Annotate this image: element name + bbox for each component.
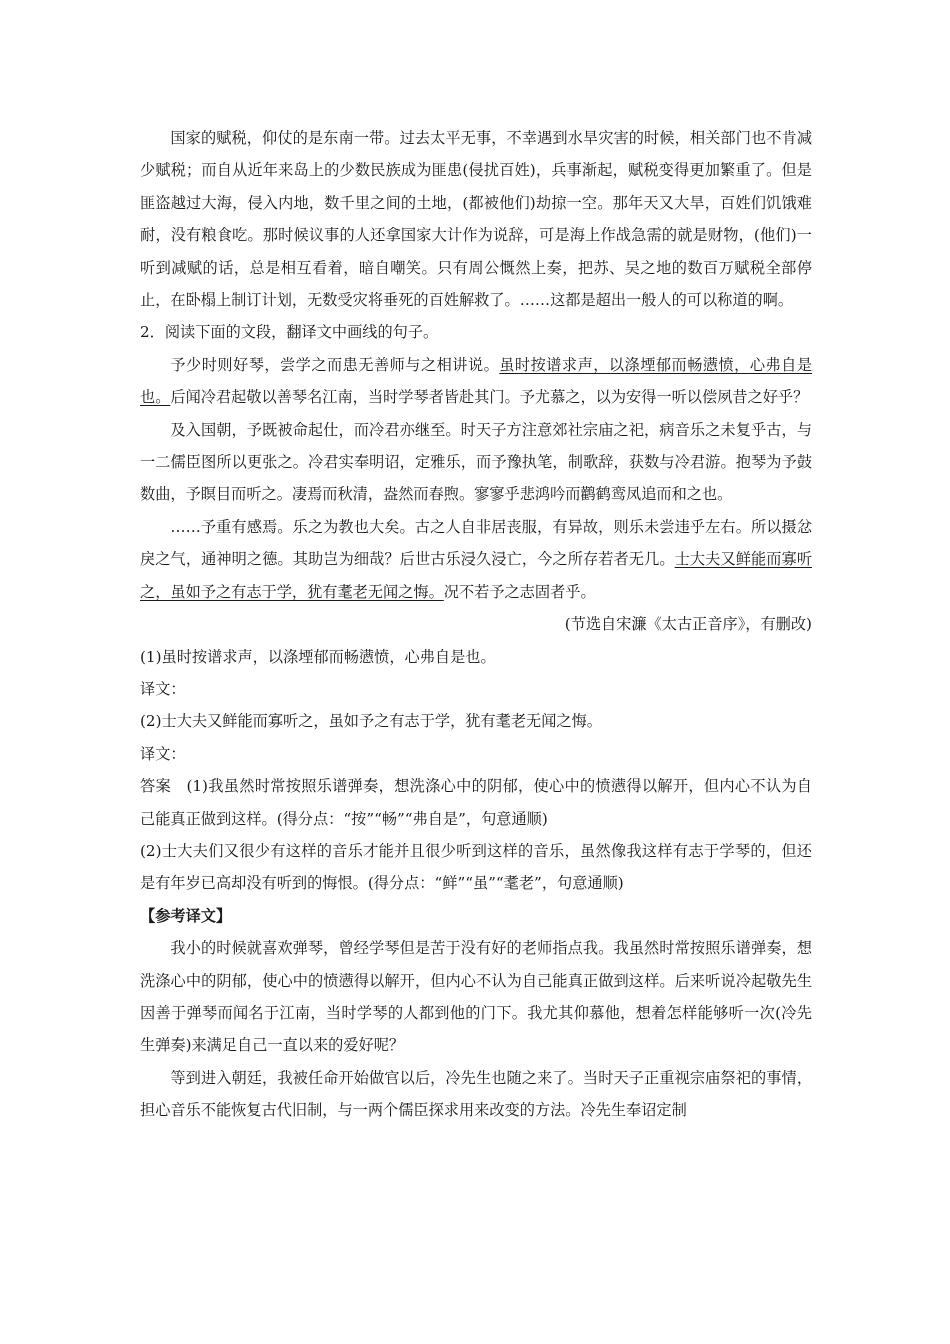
reference-paragraph-1: 我小的时候就喜欢弹琴，曾经学琴但是苦于没有好的老师指点我。我虽然时常按照乐谱弹奏，想洗涤心中的阴郁，使心中的愤懑得以解开，但内心不认为自己能真正做到这样。后来听说冷起敬先生因善于弹琴而闻名于江南，当时学琴的人都到他的门下。我尤其仰慕他，想着怎样能够听一次(冷先生弹奏)来满足自己一直以来的爱好呢？ (140, 939, 812, 1055)
question-1: (1)虽时按谱求声，以涤堙郁而畅懑愤，心弗自是也。 (140, 647, 496, 666)
passage-p1-text: 予少时则好琴，尝学之而患无善师与之相讲说。 (170, 355, 500, 374)
passage-paragraph-2: 及入国朝，予既被命起仕，而冷君亦继至。时天子方注意郊社宗庙之祀，病音乐之未复乎古，与一二儒臣图所以更张之。冷君实奉明诏，定雅乐，而予豫执笔，制歌辞，获数与冷君游。抱琴为予鼓数曲，予瞑目而听之。凄焉而秋清，盎然而春煦。寥寥乎悲鸿吟而鹳鹤鸾凤追而和之也。 (140, 420, 812, 504)
passage-p1-rest: 后闻冷君起敬以善琴名江南，当时学琴者皆赴其门。予尤慕之，以为安得一听以偿夙昔之好乎？ (170, 388, 809, 407)
answer-1: 答案 (1)我虽然时常按照乐谱弹奏，想洗涤心中的阴郁，使心中的愤懑得以解开，但内心不认为自己能真正做到这样。(得分点：“按”“畅”“弗自是”，句意通顺) (140, 777, 812, 828)
question-2: (2)士大夫又鲜能而寡听之，虽如予之有志于学，犹有耄老无闻之悔。 (140, 712, 602, 731)
document-page (140, 122, 812, 1127)
passage-p3-rest: 况不若予之志固者乎。 (443, 582, 596, 601)
question-1-translation-label: 译文： (140, 679, 186, 698)
underlined-sentence-2: 士大夫又鲜能而寡听之，虽如予之有志于学，犹有耄老无闻之悔。 (140, 550, 813, 601)
underlined-sentence-1: 虽时按谱求声，以涤堙郁而畅懑愤，心弗自是也。 (140, 355, 813, 407)
question-2-translation-label: 译文： (140, 744, 186, 763)
reference-translation-heading: 【参考译文】 (140, 906, 232, 925)
passage-paragraph-1 (140, 349, 812, 414)
reference-paragraph-2: 等到进入朝廷，我被任命开始做官以后，冷先生也随之来了。当时天子正重视宗庙祭祀的事情，担心音乐不能恢复古代旧制，与一两个儒臣探求用来改变的方法。冷先生奉诏定制 (140, 1068, 812, 1120)
translation-paragraph-1: 国家的赋税，仰仗的是东南一带。过去太平无事，不幸遇到水旱灾害的时候，相关部门也不肯减少赋税；而自从近年来岛上的少数民族成为匪患(侵扰百姓)，兵事渐起，赋税变得更加繁重了。但是匪盗越过大海，侵入内地，数千里之间的土地，(都被他们)劫掠一空。那年天又大旱，百姓们饥饿难耐，没有粮食吃。那时候议事的人还拿国家大计作为说辞，可是海上作战急需的就是财物，(他们)一听到减赋的话，总是相互看着，暗自嘲笑。只有周公慨然上奏，把苏、吴之地的数百万赋税全部停止，在卧榻上制订计划，无数受灾将垂死的百姓解救了。……这都是超出一般人的可以称道的啊。 (140, 129, 812, 310)
question-2-heading: 2．阅读下面的文段，翻译文中画线的句子。 (140, 323, 439, 342)
passage-paragraph-3 (140, 511, 812, 608)
answer-2: (2)士大夫们又很少有这样的音乐才能并且很少听到这样的音乐，虽然像我这样有志于学琴的，但还是有年岁已高却没有听到的悔恨。(得分点：“鲜”“虽”“耄老”，句意通顺) (140, 841, 812, 893)
passage-source: (节选自宋濂《太古正音序》，有删改) (564, 615, 812, 634)
passage-p3-text: ……予重有感焉。乐之为教也大矣。古之人自非居丧服，有异故，则乐未尝违乎左右。所以摄忿戾之气，通神明之德。其助岂为细哉？后世古乐浸久浸亡，今之所存若者无几。 (140, 517, 812, 569)
